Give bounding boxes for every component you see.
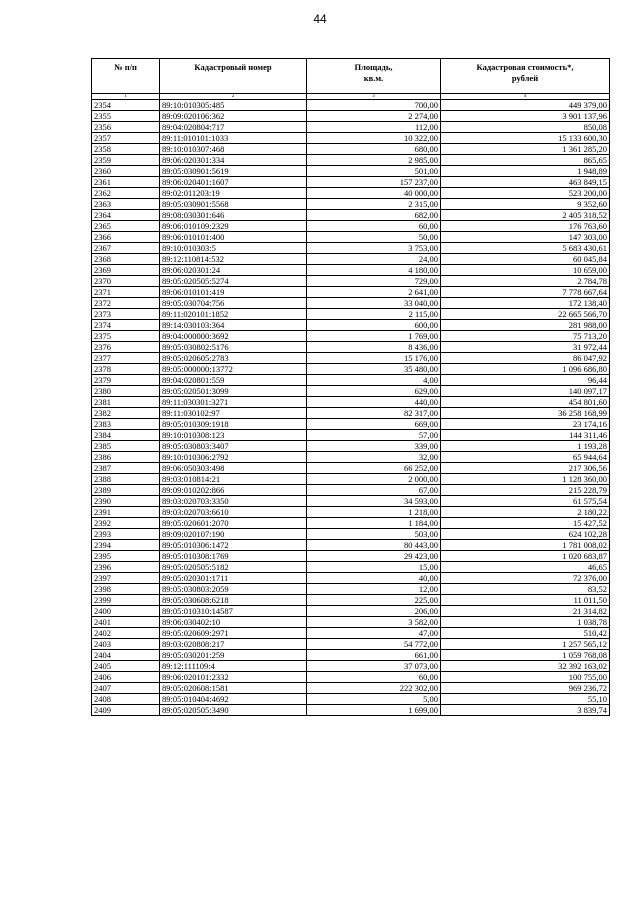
cell-cadastral-value: 969 236,72 [441, 683, 610, 694]
cell-cadastral-number: 89:10:010307:468 [160, 144, 307, 155]
cell-area: 32,00 [307, 452, 441, 463]
cell-area: 50,00 [307, 232, 441, 243]
cell-row-number: 2370 [92, 276, 160, 287]
cell-cadastral-value: 2 180,22 [441, 507, 610, 518]
cell-cadastral-value: 624 102,28 [441, 529, 610, 540]
cell-area: 40,00 [307, 573, 441, 584]
cell-cadastral-value: 1 361 285,20 [441, 144, 610, 155]
cell-area: 60,00 [307, 672, 441, 683]
table-row [92, 386, 610, 397]
cell-cadastral-value: 144 311,46 [441, 430, 610, 441]
cell-cadastral-number: 89:09:020106:362 [160, 111, 307, 122]
cell-cadastral-number: 89:05:020609:2971 [160, 628, 307, 639]
cell-cadastral-number: 89:10:010303:5 [160, 243, 307, 254]
column-number: 1 [92, 94, 160, 100]
cell-cadastral-number: 89:05:020505:5182 [160, 562, 307, 573]
cell-area: 82 317,00 [307, 408, 441, 419]
cell-cadastral-number: 89:14:030103:364 [160, 320, 307, 331]
cell-cadastral-number: 89:05:010306:1472 [160, 540, 307, 551]
cell-area: 157 237,00 [307, 177, 441, 188]
cell-cadastral-value: 1 193,28 [441, 441, 610, 452]
table-row [92, 210, 610, 221]
cell-cadastral-number: 89:05:030901:5619 [160, 166, 307, 177]
cell-row-number: 2379 [92, 375, 160, 386]
table-row [92, 463, 610, 474]
cell-area: 339,00 [307, 441, 441, 452]
cell-area: 15,00 [307, 562, 441, 573]
table-row [92, 507, 610, 518]
cell-cadastral-value: 3 901 137,96 [441, 111, 610, 122]
cell-row-number: 2409 [92, 705, 160, 716]
header-area [307, 59, 441, 94]
table-header-row [92, 59, 610, 94]
table-row [92, 661, 610, 672]
table-row [92, 353, 610, 364]
cell-cadastral-number: 89:11:020101:1852 [160, 309, 307, 320]
cell-cadastral-number: 89:06:020301:24 [160, 265, 307, 276]
cell-row-number: 2380 [92, 386, 160, 397]
cell-row-number: 2382 [92, 408, 160, 419]
table-row [92, 320, 610, 331]
table-row [92, 309, 610, 320]
cell-row-number: 2373 [92, 309, 160, 320]
cell-cadastral-number: 89:05:020605:2783 [160, 353, 307, 364]
cell-area: 2 115,00 [307, 309, 441, 320]
table-row [92, 254, 610, 265]
cell-area: 2 315,00 [307, 199, 441, 210]
cell-cadastral-number: 89:05:000000:13772 [160, 364, 307, 375]
cell-cadastral-value: 2 405 318,52 [441, 210, 610, 221]
cell-area: 661,00 [307, 650, 441, 661]
cell-area: 34 593,00 [307, 496, 441, 507]
cell-cadastral-value: 215 228,79 [441, 485, 610, 496]
cell-row-number: 2364 [92, 210, 160, 221]
table-row [92, 342, 610, 353]
cell-cadastral-number: 89:05:010308:1769 [160, 551, 307, 562]
cell-area: 680,00 [307, 144, 441, 155]
header-area-line1: Площадь, [354, 62, 393, 72]
cell-area: 24,00 [307, 254, 441, 265]
column-number: 3 [307, 94, 441, 100]
cell-cadastral-number: 89:05:030608:6218 [160, 595, 307, 606]
header-cadastral-value [441, 59, 610, 94]
cell-row-number: 2397 [92, 573, 160, 584]
table-row [92, 452, 610, 463]
cell-cadastral-number: 89:04:020804:717 [160, 122, 307, 133]
header-area-line2: кв.м. [363, 73, 384, 83]
table-row [92, 408, 610, 419]
cell-cadastral-value: 172 138,40 [441, 298, 610, 309]
cell-row-number: 2355 [92, 111, 160, 122]
cell-row-number: 2384 [92, 430, 160, 441]
cell-cadastral-value: 1 781 008,02 [441, 540, 610, 551]
cell-cadastral-value: 31 972,44 [441, 342, 610, 353]
header-value-line1: Кадастровая стоимость*, [476, 62, 574, 72]
cell-cadastral-number: 89:06:020401:1607 [160, 177, 307, 188]
cell-area: 2 274,00 [307, 111, 441, 122]
cell-row-number: 2396 [92, 562, 160, 573]
cell-row-number: 2356 [92, 122, 160, 133]
cell-cadastral-value: 72 376,00 [441, 573, 610, 584]
column-number: 2 [160, 94, 307, 100]
table-row [92, 144, 610, 155]
table-row [92, 100, 610, 111]
table-row [92, 606, 610, 617]
cell-row-number: 2372 [92, 298, 160, 309]
table-row [92, 551, 610, 562]
table-row [92, 430, 610, 441]
cell-cadastral-value: 46,65 [441, 562, 610, 573]
cell-area: 1 218,00 [307, 507, 441, 518]
cell-cadastral-number: 89:05:020505:5274 [160, 276, 307, 287]
cell-cadastral-value: 176 763,60 [441, 221, 610, 232]
cell-cadastral-value: 22 665 566,70 [441, 309, 610, 320]
cell-area: 5,00 [307, 694, 441, 705]
table-row [92, 199, 610, 210]
cell-row-number: 2399 [92, 595, 160, 606]
column-number: 4 [441, 94, 610, 100]
cell-row-number: 2378 [92, 364, 160, 375]
cell-row-number: 2368 [92, 254, 160, 265]
cell-cadastral-number: 89:02:011203:19 [160, 188, 307, 199]
cell-cadastral-number: 89:05:020501:3099 [160, 386, 307, 397]
table-row [92, 177, 610, 188]
cell-cadastral-number: 89:05:030803:2059 [160, 584, 307, 595]
cell-cadastral-number: 89:05:010310:14587 [160, 606, 307, 617]
cell-area: 600,00 [307, 320, 441, 331]
cell-row-number: 2403 [92, 639, 160, 650]
table-row [92, 331, 610, 342]
cell-area: 29 423,00 [307, 551, 441, 562]
cell-cadastral-value: 100 755,00 [441, 672, 610, 683]
table-row [92, 276, 610, 287]
table-row [92, 650, 610, 661]
cell-area: 3 582,00 [307, 617, 441, 628]
cell-cadastral-value: 86 047,92 [441, 353, 610, 364]
cell-row-number: 2405 [92, 661, 160, 672]
table-row [92, 298, 610, 309]
cell-row-number: 2388 [92, 474, 160, 485]
cell-cadastral-value: 850,08 [441, 122, 610, 133]
cell-area: 1 699,00 [307, 705, 441, 716]
cell-cadastral-value: 140 097,17 [441, 386, 610, 397]
table-row [92, 155, 610, 166]
cell-area: 4 180,00 [307, 265, 441, 276]
cell-cadastral-number: 89:05:030704:756 [160, 298, 307, 309]
cell-cadastral-value: 281 988,00 [441, 320, 610, 331]
table-row [92, 485, 610, 496]
table-row [92, 243, 610, 254]
cell-area: 222 302,00 [307, 683, 441, 694]
cell-cadastral-value: 1 020 683,87 [441, 551, 610, 562]
table-row [92, 111, 610, 122]
header-row-number: № п/п [92, 59, 160, 94]
cell-cadastral-number: 89:03:010814:21 [160, 474, 307, 485]
cell-cadastral-value: 10 659,00 [441, 265, 610, 276]
cell-cadastral-value: 449 379,00 [441, 100, 610, 111]
cell-area: 80 443,00 [307, 540, 441, 551]
table-row [92, 232, 610, 243]
cell-cadastral-number: 89:05:020301:1711 [160, 573, 307, 584]
cell-cadastral-value: 5 683 430,61 [441, 243, 610, 254]
table-row [92, 287, 610, 298]
cell-cadastral-value: 9 352,60 [441, 199, 610, 210]
table-row [92, 639, 610, 650]
cell-cadastral-number: 89:06:020301:334 [160, 155, 307, 166]
cell-cadastral-number: 89:06:010101:400 [160, 232, 307, 243]
cell-area: 682,00 [307, 210, 441, 221]
cell-row-number: 2395 [92, 551, 160, 562]
cell-cadastral-value: 1 059 768,08 [441, 650, 610, 661]
cell-cadastral-value: 61 575,54 [441, 496, 610, 507]
cell-area: 225,00 [307, 595, 441, 606]
cell-cadastral-number: 89:06:010109:2329 [160, 221, 307, 232]
cell-row-number: 2387 [92, 463, 160, 474]
cell-cadastral-number: 89:06:030402:10 [160, 617, 307, 628]
cell-cadastral-value: 865,65 [441, 155, 610, 166]
cell-cadastral-value: 2 784,78 [441, 276, 610, 287]
table-row [92, 705, 610, 716]
table-row [92, 375, 610, 386]
cell-row-number: 2369 [92, 265, 160, 276]
cell-cadastral-value: 1 948,89 [441, 166, 610, 177]
cell-area: 206,00 [307, 606, 441, 617]
cell-row-number: 2402 [92, 628, 160, 639]
cell-row-number: 2389 [92, 485, 160, 496]
cell-row-number: 2393 [92, 529, 160, 540]
cell-area: 66 252,00 [307, 463, 441, 474]
cell-area: 2 000,00 [307, 474, 441, 485]
cell-area: 112,00 [307, 122, 441, 133]
cell-row-number: 2400 [92, 606, 160, 617]
table-row [92, 397, 610, 408]
cell-cadastral-value: 36 258 168,99 [441, 408, 610, 419]
header-value-line2: рублей [511, 73, 539, 83]
cell-area: 440,00 [307, 397, 441, 408]
cell-row-number: 2366 [92, 232, 160, 243]
cell-cadastral-value: 1 096 686,80 [441, 364, 610, 375]
cell-cadastral-number: 89:10:010308:123 [160, 430, 307, 441]
cell-cadastral-number: 89:03:020808:217 [160, 639, 307, 650]
cell-cadastral-number: 89:05:020608:1581 [160, 683, 307, 694]
cell-cadastral-number: 89:05:020505:3490 [160, 705, 307, 716]
cell-row-number: 2383 [92, 419, 160, 430]
cell-cadastral-number: 89:09:020107:190 [160, 529, 307, 540]
cell-row-number: 2391 [92, 507, 160, 518]
cell-row-number: 2381 [92, 397, 160, 408]
cell-area: 60,00 [307, 221, 441, 232]
cell-cadastral-number: 89:04:020801:559 [160, 375, 307, 386]
cell-row-number: 2398 [92, 584, 160, 595]
cell-cadastral-value: 1 128 360,00 [441, 474, 610, 485]
cell-cadastral-value: 55,10 [441, 694, 610, 705]
cell-cadastral-value: 523 200,00 [441, 188, 610, 199]
cell-area: 35 480,00 [307, 364, 441, 375]
cell-cadastral-value: 147 303,00 [441, 232, 610, 243]
cell-row-number: 2377 [92, 353, 160, 364]
table-row [92, 529, 610, 540]
cell-cadastral-value: 15 133 600,30 [441, 133, 610, 144]
cell-row-number: 2375 [92, 331, 160, 342]
cell-area: 3 753,00 [307, 243, 441, 254]
cell-cadastral-value: 217 306,56 [441, 463, 610, 474]
cell-cadastral-number: 89:05:030803:3407 [160, 441, 307, 452]
cell-cadastral-number: 89:11:030301:3271 [160, 397, 307, 408]
cell-cadastral-number: 89:12:111109:4 [160, 661, 307, 672]
cell-row-number: 2385 [92, 441, 160, 452]
cell-cadastral-number: 89:06:020101:2332 [160, 672, 307, 683]
table-row [92, 496, 610, 507]
cell-row-number: 2362 [92, 188, 160, 199]
cell-area: 40 000,00 [307, 188, 441, 199]
cell-cadastral-value: 60 045,84 [441, 254, 610, 265]
cell-cadastral-value: 1 038,78 [441, 617, 610, 628]
cell-row-number: 2407 [92, 683, 160, 694]
cell-cadastral-number: 89:05:030901:5568 [160, 199, 307, 210]
cell-area: 700,00 [307, 100, 441, 111]
cell-row-number: 2358 [92, 144, 160, 155]
cell-row-number: 2408 [92, 694, 160, 705]
cell-cadastral-number: 89:05:010404:4692 [160, 694, 307, 705]
cell-row-number: 2359 [92, 155, 160, 166]
cell-row-number: 2406 [92, 672, 160, 683]
cell-area: 1 184,00 [307, 518, 441, 529]
table-row [92, 166, 610, 177]
cell-cadastral-number: 89:05:010309:1918 [160, 419, 307, 430]
table-row [92, 595, 610, 606]
cell-cadastral-value: 11 011,50 [441, 595, 610, 606]
cell-area: 12,00 [307, 584, 441, 595]
table-row [92, 617, 610, 628]
cell-cadastral-value: 96,44 [441, 375, 610, 386]
cell-area: 669,00 [307, 419, 441, 430]
cell-cadastral-value: 7 778 667,64 [441, 287, 610, 298]
cell-row-number: 2386 [92, 452, 160, 463]
table-row [92, 133, 610, 144]
cell-area: 54 772,00 [307, 639, 441, 650]
cell-row-number: 2404 [92, 650, 160, 661]
cell-cadastral-number: 89:06:050303:498 [160, 463, 307, 474]
cell-row-number: 2363 [92, 199, 160, 210]
cell-row-number: 2360 [92, 166, 160, 177]
cell-cadastral-number: 89:05:030802:5176 [160, 342, 307, 353]
cell-cadastral-value: 75 713,20 [441, 331, 610, 342]
table-body [92, 100, 610, 716]
cell-cadastral-number: 89:09:010202:866 [160, 485, 307, 496]
cell-area: 8 436,00 [307, 342, 441, 353]
cell-row-number: 2361 [92, 177, 160, 188]
cell-row-number: 2354 [92, 100, 160, 111]
cell-area: 1 769,00 [307, 331, 441, 342]
table-row [92, 518, 610, 529]
cell-cadastral-value: 510,42 [441, 628, 610, 639]
cell-area: 729,00 [307, 276, 441, 287]
cell-cadastral-number: 89:05:030201:259 [160, 650, 307, 661]
cell-area: 67,00 [307, 485, 441, 496]
cell-area: 501,00 [307, 166, 441, 177]
cell-cadastral-value: 23 174,16 [441, 419, 610, 430]
cell-cadastral-number: 89:12:110814:532 [160, 254, 307, 265]
cell-row-number: 2365 [92, 221, 160, 232]
cell-cadastral-value: 1 257 565,12 [441, 639, 610, 650]
cell-row-number: 2394 [92, 540, 160, 551]
cell-cadastral-number: 89:04:000000:3692 [160, 331, 307, 342]
table-row [92, 694, 610, 705]
cell-row-number: 2376 [92, 342, 160, 353]
cell-cadastral-value: 3 839,74 [441, 705, 610, 716]
cell-cadastral-number: 89:10:010305:485 [160, 100, 307, 111]
cell-cadastral-value: 32 392 163,02 [441, 661, 610, 672]
cell-row-number: 2374 [92, 320, 160, 331]
cell-area: 629,00 [307, 386, 441, 397]
table-row [92, 584, 610, 595]
cadastral-value-table [91, 58, 610, 716]
cell-area: 10 322,00 [307, 133, 441, 144]
table-row [92, 672, 610, 683]
cell-cadastral-number: 89:11:030102:97 [160, 408, 307, 419]
cell-area: 37 073,00 [307, 661, 441, 672]
table-row [92, 562, 610, 573]
cell-cadastral-number: 89:03:020703:3350 [160, 496, 307, 507]
table-row [92, 683, 610, 694]
cell-area: 47,00 [307, 628, 441, 639]
cell-row-number: 2401 [92, 617, 160, 628]
table-row [92, 122, 610, 133]
header-cadastral-number: Кадастровый номер [160, 59, 307, 94]
cell-row-number: 2367 [92, 243, 160, 254]
table-row [92, 628, 610, 639]
table-row [92, 540, 610, 551]
table-row [92, 364, 610, 375]
cell-cadastral-value: 454 801,60 [441, 397, 610, 408]
cell-cadastral-number: 89:08:030301:646 [160, 210, 307, 221]
cell-area: 4,00 [307, 375, 441, 386]
cell-area: 15 176,00 [307, 353, 441, 364]
cell-cadastral-value: 463 849,15 [441, 177, 610, 188]
cell-cadastral-number: 89:05:020601:2070 [160, 518, 307, 529]
cell-cadastral-value: 65 944,64 [441, 452, 610, 463]
cell-cadastral-value: 21 314,82 [441, 606, 610, 617]
cell-cadastral-number: 89:11:010101:1033 [160, 133, 307, 144]
table-row [92, 188, 610, 199]
cell-row-number: 2390 [92, 496, 160, 507]
cell-cadastral-number: 89:06:010101:419 [160, 287, 307, 298]
cell-area: 2 985,00 [307, 155, 441, 166]
table-row [92, 573, 610, 584]
cell-area: 57,00 [307, 430, 441, 441]
table-row [92, 221, 610, 232]
cell-cadastral-number: 89:10:010306:2792 [160, 452, 307, 463]
table-row [92, 441, 610, 452]
cell-area: 33 040,00 [307, 298, 441, 309]
cell-row-number: 2392 [92, 518, 160, 529]
table-row [92, 419, 610, 430]
cell-cadastral-value: 83,52 [441, 584, 610, 595]
cell-area: 2 641,00 [307, 287, 441, 298]
cell-cadastral-number: 89:03:020703:6610 [160, 507, 307, 518]
cell-area: 503,00 [307, 529, 441, 540]
page-number: 44 [313, 12, 327, 26]
table-row [92, 265, 610, 276]
cell-cadastral-value: 15 427,52 [441, 518, 610, 529]
table-row [92, 474, 610, 485]
cell-row-number: 2357 [92, 133, 160, 144]
cell-row-number: 2371 [92, 287, 160, 298]
